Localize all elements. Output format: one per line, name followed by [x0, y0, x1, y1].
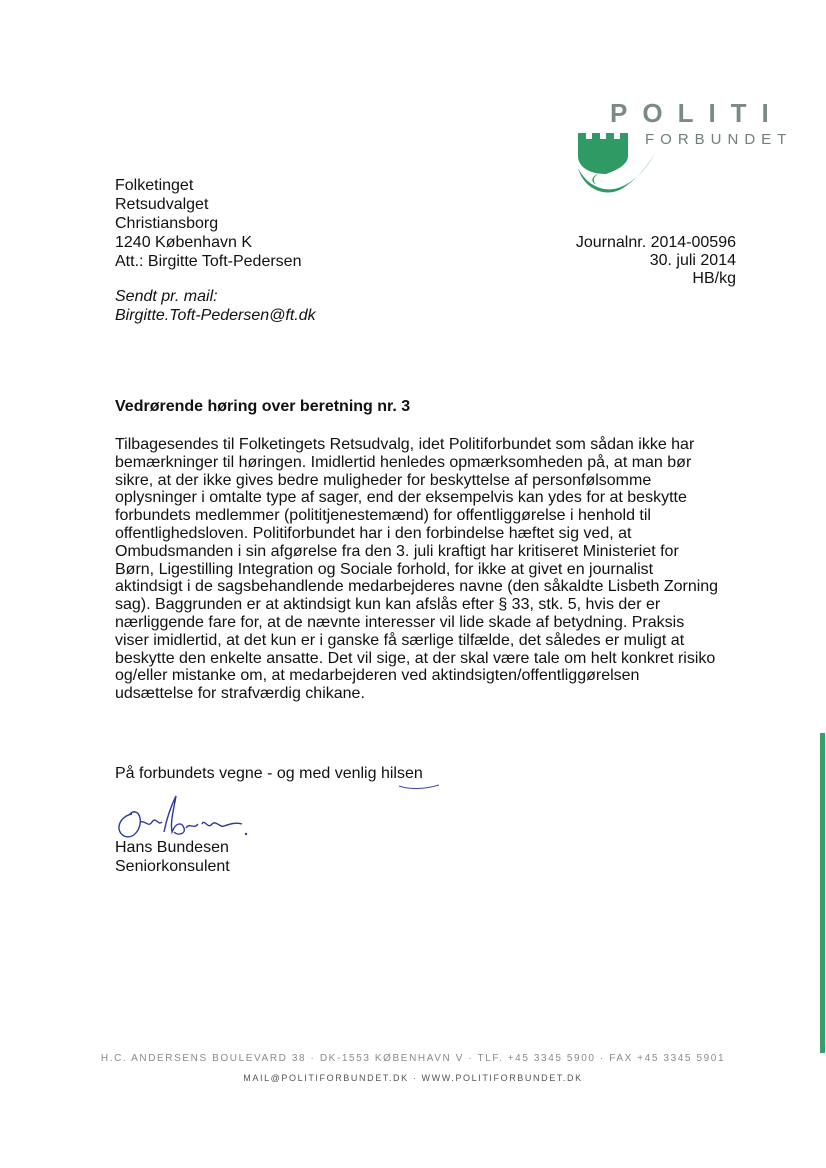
- footer-web: MAIL@POLITIFORBUNDET.DK · WWW.POLITIFORBUNDET.DK: [243, 1073, 583, 1083]
- body-line: Tilbagesendes til Folketingets Retsudvalg, idet Politiforbundet som sådan ikke har: [115, 436, 695, 453]
- body-line: sag). Baggrunden er at aktindsigt kun kan afslås efter § 33, stk. 5, hvis der er: [115, 596, 661, 614]
- police-emblem-icon: [568, 128, 663, 203]
- logo-subtitle: FORBUNDET: [645, 131, 793, 148]
- body-line: og/eller mistanke om, at medarbejderen ved aktindsigten/offentliggørelsen: [115, 667, 640, 685]
- recipient-address: [115, 176, 301, 271]
- letter-subject: Vedrørende høring over beretning nr. 3: [115, 398, 411, 415]
- handwritten-signature: [112, 792, 252, 844]
- address-line: 1240 København K: [115, 234, 252, 251]
- body-line: aktindsigt i de sagsbehandlende medarbejderes navne (den såkaldte Lisbeth Zorning: [115, 578, 719, 596]
- address-line: Folketinget: [115, 177, 194, 194]
- footer-address: H.C. ANDERSENS BOULEVARD 38 · DK-1553 KØBENHAVN V · TLF. +45 3345 5900 · FAX +45 3345 5901: [100, 1053, 726, 1064]
- sent-by-mail: [115, 287, 316, 325]
- address-line: Att.: Birgitte Toft-Pedersen: [115, 253, 302, 270]
- signer-title: Seniorkonsulent: [115, 858, 230, 875]
- side-accent-bar: [820, 733, 825, 1053]
- body-line: Børn, Ligestilling Integration og Sociale forhold, for ikke at givet en journalist: [115, 560, 654, 578]
- body-line: viser imidlertid, at det kun er i ganske få særlige tilfælde, det således er muligt at: [115, 631, 685, 649]
- body-line: forbundets medlemmer (polititjenestemænd) for offentliggørelse i henhold til: [115, 507, 651, 525]
- sent-label: Sendt pr. mail:: [115, 288, 218, 305]
- logo-wordmark: POLITI: [610, 98, 784, 128]
- pen-underline: [398, 782, 440, 790]
- body-line: offentlighedsloven. Politiforbundet har i den forbindelse hæftet sig ved, at: [115, 524, 632, 542]
- body-line: beskytte den enkelte ansatte. Det vil sige, at der skal være tale om helt konkret risiko: [115, 649, 716, 667]
- signer-block: [115, 838, 230, 876]
- signer-name: Hans Bundesen: [115, 839, 229, 856]
- letter-body: [115, 436, 745, 703]
- body-line: bemærkninger til høringen. Imidlertid henledes opmærksomheden på, at man bør: [115, 453, 692, 471]
- initials: HB/kg: [692, 270, 736, 287]
- recipient-email: Birgitte.Toft-Pedersen@ft.dk: [115, 307, 316, 324]
- journal-number: Journalnr. 2014-00596: [575, 234, 736, 251]
- reference-block: [576, 234, 736, 288]
- letter-date: 30. juli 2014: [649, 252, 736, 269]
- body-line: sikre, at der ikke gives bedre muligheder for beskyttelse af personfølsomme: [115, 471, 652, 489]
- body-line: udsættelse for strafværdig chikane.: [115, 685, 365, 703]
- closing-greeting: På forbundets vegne - og med venlig hilsen: [115, 765, 423, 782]
- body-line: oplysninger i omtalte type af sager, end der eksempelvis kan ydes for at beskytte: [115, 489, 687, 507]
- address-line: Retsudvalget: [115, 196, 209, 213]
- address-line: Christiansborg: [115, 215, 219, 232]
- body-line: nærliggende fare for, at de nævnte interesser vil lide skade af betydning. Praksis: [115, 613, 685, 631]
- body-line: Ombudsmanden i sin afgørelse fra den 3. juli kraftigt har kritiseret Ministeriet for: [115, 542, 679, 560]
